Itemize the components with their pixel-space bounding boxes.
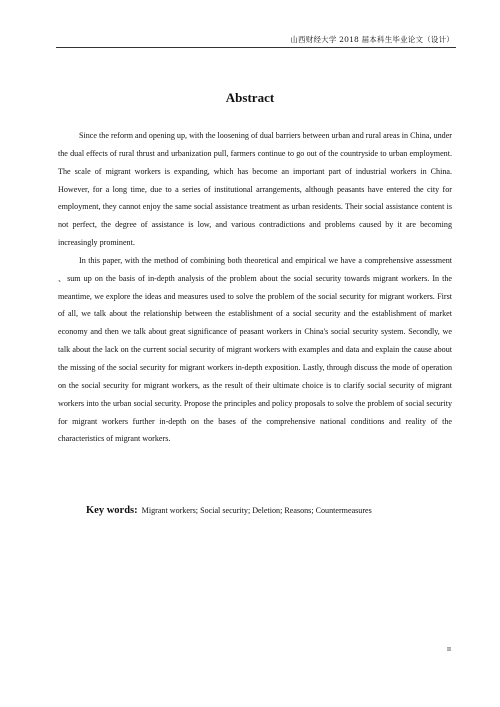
header-text: 山西财经大学 2018 届本科生毕业论文（设计） (290, 35, 454, 44)
page-title: Abstract (225, 90, 275, 105)
page-number: II (447, 647, 451, 653)
keywords-line (86, 500, 372, 518)
header-rule (56, 47, 456, 48)
abstract-body (58, 127, 452, 448)
abstract-paragraph-2: In this paper, with the method of combining both theoretical and empirical we have a comprehensive assessment 、sum up on the basis of in-depth analysis of the problem about the social security towards migrant workers. In the meantime, we explore the ideas and measures used to solve the problem of the social security for migrant workers. First of all, we talk about the relationship between the establishment of a social security and the establishment of market economy and then we talk about great significance of peasant workers in China's social security system. Secondly, we talk about the lack on the current social security of migrant workers with examples and data and explain the cause about the missing of the social security for migrant workers in-depth exposition. Lastly, through discuss the mode of operation on the social security for migrant workers, as the result of their ultimate choice is to clarify social security of migrant workers into the urban social security. Propose the principles and policy proposals to solve the problem of social security for migrant workers further in-depth on the bases of the comprehensive national conditions and reality of the characteristics of migrant workers. (58, 255, 452, 444)
abstract-paragraph-1: Since the reform and opening up, with the loosening of dual barriers between urban and rural areas in China, under the dual effects of rural thrust and urbanization pull, farmers continue to go out of the countryside to urban employment. The scale of migrant workers is expanding, which has become an important part of industrial workers in China. However, for a long time, due to a series of institutional arrangements, although peasants have entered the city for employment, they cannot enjoy the same social assistance treatment as urban residents. Their social assistance content is not perfect, the degree of assistance is low, and various contradictions and problems caused by it are becoming increasingly prominent. (58, 131, 452, 248)
keywords-text: Migrant workers; Social security; Deletion; Reasons; Countermeasures (141, 506, 372, 515)
keywords-label: Key words: (86, 505, 138, 516)
